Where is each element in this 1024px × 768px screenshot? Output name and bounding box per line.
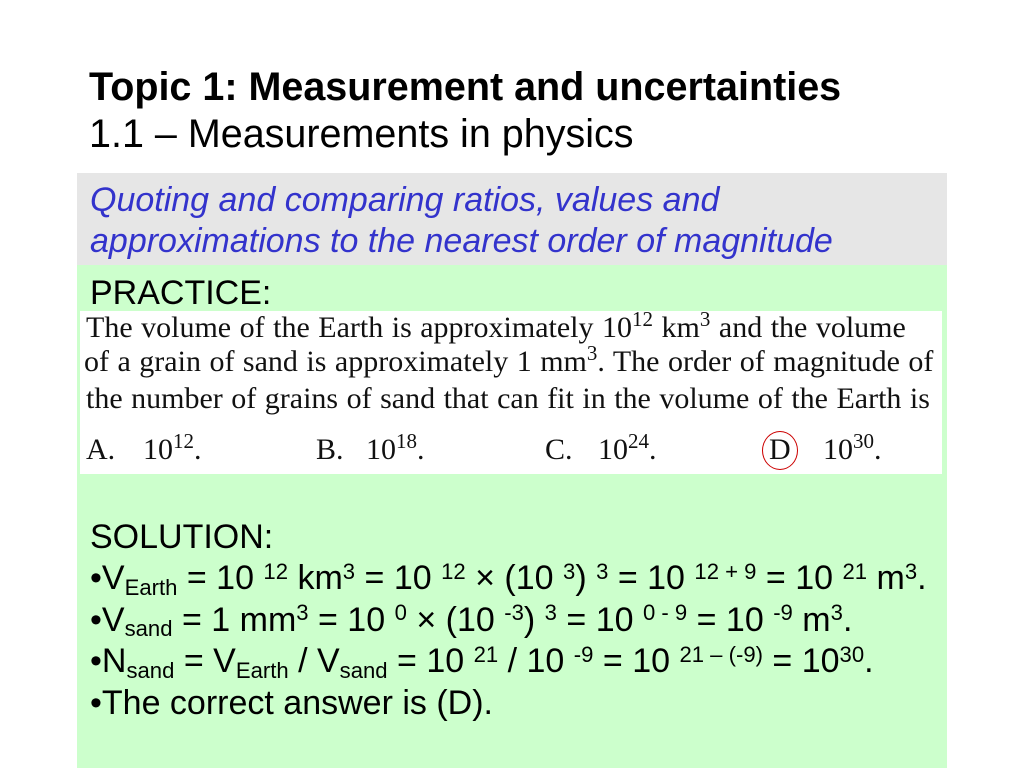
solution-text: / V xyxy=(288,642,340,680)
question-text: . The order of magnitude of xyxy=(597,345,934,378)
choice-base: 10 xyxy=(823,433,853,466)
choice-exponent: 24 xyxy=(628,429,649,454)
choice-exponent: 18 xyxy=(396,429,417,454)
solution-text: . xyxy=(842,600,853,639)
choice-base: 10 xyxy=(143,433,173,466)
learning-objective-box xyxy=(77,173,947,265)
solution-section xyxy=(90,517,927,725)
solution-exponent: -3 xyxy=(504,600,524,626)
choice-end: . xyxy=(417,433,425,466)
solution-text: = 10 xyxy=(177,559,264,597)
solution-text: = 10 xyxy=(308,600,395,639)
solution-exponent: 3 xyxy=(830,600,843,626)
solution-heading: SOLUTION: xyxy=(90,517,274,556)
solution-text: km xyxy=(288,559,343,597)
solution-subscript: sand xyxy=(124,616,173,642)
choice-value xyxy=(366,429,425,467)
solution-text: = 10 xyxy=(387,642,474,680)
question-exponent: 3 xyxy=(699,307,711,332)
solution-text: = 10 xyxy=(687,600,774,639)
solution-exponent: -9 xyxy=(573,641,594,667)
solution-exponent: 12 xyxy=(441,558,466,584)
solution-exponent: 21 – (-9) xyxy=(679,641,763,667)
solution-exponent: 30 xyxy=(839,641,865,667)
solution-step-grain-count xyxy=(90,641,927,683)
slide-title: Topic 1: Measurement and uncertainties xyxy=(89,65,842,109)
practice-panel xyxy=(77,265,947,768)
solution-text: × (10 xyxy=(465,559,564,597)
solution-subscript: sand xyxy=(126,657,175,683)
solution-exponent: 21 xyxy=(473,641,499,667)
solution-exponent: 3 xyxy=(904,558,918,584)
slide-header xyxy=(89,64,841,159)
choice-value xyxy=(143,429,202,467)
solution-text: . xyxy=(864,642,874,680)
learning-objective-line: Quoting and comparing ratios, values and xyxy=(90,181,720,219)
practice-heading: PRACTICE: xyxy=(90,273,272,312)
solution-subscript: sand xyxy=(339,657,388,683)
learning-objective-line: approximations to the nearest order of magnitude xyxy=(90,222,833,260)
question-text: The volume of the Earth is approximately 10 xyxy=(86,311,633,344)
question-exponent: 3 xyxy=(586,341,598,366)
question-text: km xyxy=(653,311,700,344)
solution-exponent: -9 xyxy=(773,600,793,626)
solution-step-sand-volume xyxy=(90,600,927,642)
solution-exponent: 3 xyxy=(296,600,309,626)
solution-text: m xyxy=(792,600,831,639)
exam-question-image xyxy=(80,307,942,474)
choice-base: 10 xyxy=(598,433,628,466)
choice-base: 10 xyxy=(366,433,396,466)
solution-text: . xyxy=(917,559,927,597)
solution-text: = 10 xyxy=(608,559,695,597)
solution-text: •V xyxy=(90,559,125,597)
solution-text: ) xyxy=(523,600,545,639)
solution-subscript: Earth xyxy=(124,574,178,600)
solution-text: = 10 xyxy=(756,559,843,597)
solution-exponent: 12 + 9 xyxy=(694,558,757,584)
solution-text: •The correct answer is (D). xyxy=(90,683,493,722)
question-line xyxy=(84,341,934,379)
solution-exponent: 0 xyxy=(394,600,407,626)
choice-letter: A. xyxy=(86,433,116,466)
question-line xyxy=(86,307,906,345)
solution-exponent: 3 xyxy=(544,600,557,626)
question-text: and the volume xyxy=(710,311,906,344)
question-line xyxy=(86,382,930,416)
solution-text: / 10 xyxy=(498,642,574,680)
solution-text: •V xyxy=(90,600,125,639)
solution-text: m xyxy=(867,559,905,597)
learning-objective xyxy=(90,180,833,262)
solution-exponent: 21 xyxy=(842,558,868,584)
choice-value xyxy=(823,429,882,467)
solution-exponent: 3 xyxy=(342,558,356,584)
choice-end: . xyxy=(649,433,657,466)
solution-text: = 1 mm xyxy=(172,600,297,639)
solution-text: = 10 xyxy=(556,600,643,639)
choice-letter: C. xyxy=(545,433,573,466)
question-text: of a grain of sand is approximately 1 mm xyxy=(84,345,587,378)
solution-text: = V xyxy=(174,642,236,680)
solution-exponent: 3 xyxy=(563,558,576,584)
solution-exponent: 0 - 9 xyxy=(642,600,688,626)
question-text: the number of grains of sand that can fit in the volume of the Earth is xyxy=(86,382,930,415)
solution-exponent: 12 xyxy=(263,558,288,584)
solution-text: = 10 xyxy=(762,642,840,680)
solution-text: = 10 xyxy=(593,642,680,680)
solution-answer xyxy=(90,683,927,725)
solution-text: ) xyxy=(575,559,597,597)
question-exponent: 12 xyxy=(632,307,654,332)
choice-exponent: 12 xyxy=(173,429,194,454)
choice-exponent: 30 xyxy=(853,429,874,454)
solution-text: = 10 xyxy=(355,559,442,597)
choice-end: . xyxy=(194,433,202,466)
solution-text: •N xyxy=(90,642,127,680)
choice-letter: B. xyxy=(316,433,344,466)
choice-value xyxy=(598,429,657,467)
solution-exponent: 3 xyxy=(596,558,609,584)
solution-text: × (10 xyxy=(406,600,505,639)
choice-end: . xyxy=(874,433,882,466)
solution-subscript: Earth xyxy=(235,657,289,683)
choice-letter: D xyxy=(769,433,791,466)
solution-step-earth-volume xyxy=(90,558,927,600)
slide-subtitle: 1.1 – Measurements in physics xyxy=(89,112,634,157)
